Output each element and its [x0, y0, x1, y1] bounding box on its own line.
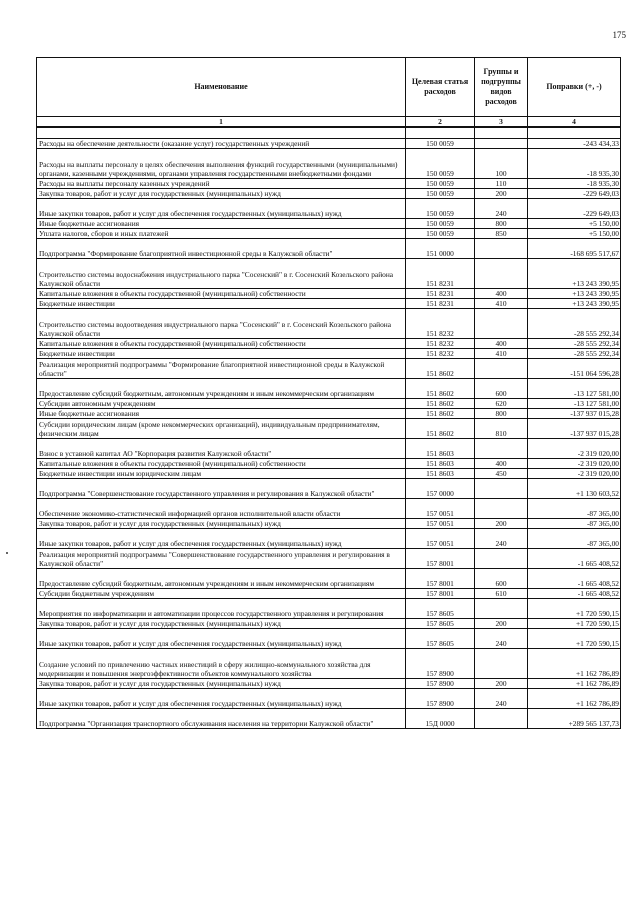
row-code: 151 8231: [406, 299, 475, 309]
row-amount: -229 649,03: [528, 189, 621, 199]
table-row: [37, 139, 621, 149]
row-group: 240: [475, 689, 528, 709]
table-row: [37, 199, 621, 219]
row-name: Строительство системы водоснабжения индустриального парка "Сосенский" в г. Сосенский Козельского района Калужской области: [37, 259, 406, 289]
table-row: [37, 239, 621, 259]
table-row: [37, 529, 621, 549]
row-name: Иные закупки товаров, работ и услуг для обеспечения государственных (муниципальных) нужд: [37, 689, 406, 709]
row-amount: -18 935,30: [528, 179, 621, 189]
header-name: Наименование: [37, 58, 406, 117]
row-group: 600: [475, 569, 528, 589]
row-name: Реализация мероприятий подпрограммы "Совершенствование государственного управления и регулирования в Калужской области": [37, 549, 406, 569]
table-row: [37, 569, 621, 589]
row-name: Иные закупки товаров, работ и услуг для обеспечения государственных (муниципальных) нужд: [37, 629, 406, 649]
table-row: [37, 439, 621, 459]
row-code: 157 8900: [406, 689, 475, 709]
row-code: 150 0059: [406, 139, 475, 149]
row-code: 157 0051: [406, 519, 475, 529]
table-row: [37, 399, 621, 409]
column-number: 1: [37, 117, 406, 128]
row-amount: -168 695 517,67: [528, 239, 621, 259]
table-row: [37, 359, 621, 379]
row-code: 157 8605: [406, 599, 475, 619]
row-group: 400: [475, 459, 528, 469]
row-group: [475, 139, 528, 149]
row-group: [475, 259, 528, 289]
row-group: [475, 309, 528, 339]
row-group: 200: [475, 189, 528, 199]
row-group: 850: [475, 229, 528, 239]
row-group: 810: [475, 419, 528, 439]
row-code: 151 8602: [406, 399, 475, 409]
table-row: [37, 459, 621, 469]
row-code: 157 8001: [406, 549, 475, 569]
row-name: Подпрограмма "Совершенствование государственного управления и регулирования в Калужской области": [37, 479, 406, 499]
page-number: 175: [612, 30, 626, 40]
row-amount: -2 319 020,00: [528, 439, 621, 459]
row-code: 157 8001: [406, 569, 475, 589]
row-amount: +1 720 590,15: [528, 619, 621, 629]
row-name: Субсидии бюджетным учреждениям: [37, 589, 406, 599]
row-amount: -87 365,00: [528, 519, 621, 529]
row-amount: -28 555 292,34: [528, 349, 621, 359]
row-group: 240: [475, 199, 528, 219]
row-amount: -18 935,30: [528, 149, 621, 179]
table-row: [37, 189, 621, 199]
table-row: [37, 219, 621, 229]
row-amount: -87 365,00: [528, 499, 621, 519]
row-code: 157 0000: [406, 479, 475, 499]
column-number-row: [37, 117, 621, 128]
budget-amendments-table: [36, 57, 621, 729]
row-name: Взнос в уставной капитал АО "Корпорация развития Калужской области": [37, 439, 406, 459]
row-name: Подпрограмма "Формирование благоприятной инвестиционной среды в Калужской области": [37, 239, 406, 259]
row-group: 600: [475, 379, 528, 399]
row-group: [475, 499, 528, 519]
table-header-row: [37, 58, 621, 117]
row-name: Закупка товаров, работ и услуг для государственных (муниципальных) нужд: [37, 619, 406, 629]
row-code: 157 0051: [406, 529, 475, 549]
row-name: Иные закупки товаров, работ и услуг для обеспечения государственных (муниципальных) нужд: [37, 199, 406, 219]
table-row: [37, 549, 621, 569]
row-group: 100: [475, 149, 528, 179]
row-name: Бюджетные инвестиции: [37, 349, 406, 359]
table-row: [37, 379, 621, 399]
row-group: [475, 709, 528, 729]
column-number: 2: [406, 117, 475, 128]
row-group: [475, 479, 528, 499]
row-code: 151 8603: [406, 439, 475, 459]
row-name: Мероприятия по информатизации и автоматизации процессов государственного управления и регулирования: [37, 599, 406, 619]
table-row: [37, 469, 621, 479]
row-amount: +1 720 590,15: [528, 629, 621, 649]
row-amount: +1 162 786,89: [528, 689, 621, 709]
table-row: [37, 309, 621, 339]
table-row: [37, 649, 621, 679]
table-row: [37, 709, 621, 729]
row-code: 157 8900: [406, 679, 475, 689]
row-group: 410: [475, 349, 528, 359]
row-code: 150 0059: [406, 149, 475, 179]
row-name: Иные закупки товаров, работ и услуг для обеспечения государственных (муниципальных) нужд: [37, 529, 406, 549]
table-row: [37, 679, 621, 689]
scan-mark: [6, 552, 8, 554]
row-amount: -1 665 408,52: [528, 549, 621, 569]
row-code: 157 8605: [406, 619, 475, 629]
row-group: 410: [475, 299, 528, 309]
table-row: [37, 259, 621, 289]
row-name: Строительство системы водоотведения индустриального парка "Сосенский" в г. Сосенский Козельского района Калужской области: [37, 309, 406, 339]
row-amount: +5 150,00: [528, 219, 621, 229]
row-amount: -2 319 020,00: [528, 469, 621, 479]
row-code: 150 0059: [406, 179, 475, 189]
row-group: 400: [475, 289, 528, 299]
row-amount: -28 555 292,34: [528, 339, 621, 349]
row-name: Обеспечение экономико-статистической информацией органов исполнительной власти области: [37, 499, 406, 519]
row-code: 151 8602: [406, 419, 475, 439]
row-code: 157 8900: [406, 649, 475, 679]
row-name: Капитальные вложения в объекты государственной (муниципальной) собственности: [37, 459, 406, 469]
row-group: [475, 359, 528, 379]
row-code: 151 0000: [406, 239, 475, 259]
row-amount: +1 162 786,89: [528, 679, 621, 689]
row-name: Капитальные вложения в объекты государственной (муниципальной) собственности: [37, 339, 406, 349]
table-row: [37, 479, 621, 499]
table-row: [37, 299, 621, 309]
row-name: Бюджетные инвестиции: [37, 299, 406, 309]
table-row: [37, 599, 621, 619]
row-name: Уплата налогов, сборов и иных платежей: [37, 229, 406, 239]
row-name: Расходы на обеспечение деятельности (оказание услуг) государственных учреждений: [37, 139, 406, 149]
row-name: Иные бюджетные ассигнования: [37, 219, 406, 229]
column-number: 3: [475, 117, 528, 128]
row-code: 150 0059: [406, 189, 475, 199]
row-amount: -28 555 292,34: [528, 309, 621, 339]
table-row: [37, 519, 621, 529]
row-name: Закупка товаров, работ и услуг для государственных (муниципальных) нужд: [37, 679, 406, 689]
row-group: 240: [475, 629, 528, 649]
row-code: 151 8602: [406, 409, 475, 419]
row-group: 110: [475, 179, 528, 189]
row-name: Иные бюджетные ассигнования: [37, 409, 406, 419]
row-code: 150 0059: [406, 199, 475, 219]
row-code: 150 0059: [406, 229, 475, 239]
row-amount: -1 665 408,52: [528, 569, 621, 589]
table-row: [37, 619, 621, 629]
row-code: 151 8232: [406, 309, 475, 339]
row-name: Закупка товаров, работ и услуг для государственных (муниципальных) нужд: [37, 519, 406, 529]
row-group: 620: [475, 399, 528, 409]
table-row: [37, 629, 621, 649]
spacer-row: [37, 127, 621, 139]
row-group: 240: [475, 529, 528, 549]
row-group: 450: [475, 469, 528, 479]
table-row: [37, 349, 621, 359]
row-amount: -243 434,33: [528, 139, 621, 149]
row-amount: +289 565 137,73: [528, 709, 621, 729]
row-name: Расходы на выплаты персоналу казенных учреждений: [37, 179, 406, 189]
row-amount: -229 649,03: [528, 199, 621, 219]
table-row: [37, 179, 621, 189]
row-name: Реализация мероприятий подпрограммы "Формирование благоприятной инвестиционной среды в Калужской области": [37, 359, 406, 379]
row-group: [475, 549, 528, 569]
row-name: Бюджетные инвестиции иным юридическим лицам: [37, 469, 406, 479]
row-name: Капитальные вложения в объекты государственной (муниципальной) собственности: [37, 289, 406, 299]
row-group: 610: [475, 589, 528, 599]
row-amount: -2 319 020,00: [528, 459, 621, 469]
row-amount: +5 150,00: [528, 229, 621, 239]
row-code: 151 8231: [406, 289, 475, 299]
row-amount: -137 937 015,28: [528, 419, 621, 439]
row-code: 151 8232: [406, 349, 475, 359]
row-amount: +1 162 786,89: [528, 649, 621, 679]
row-group: [475, 649, 528, 679]
row-code: 157 8605: [406, 629, 475, 649]
row-name: Предоставление субсидий бюджетным, автономным учреждениям и иным некоммерческим организациям: [37, 379, 406, 399]
row-code: 15Д 0000: [406, 709, 475, 729]
row-group: [475, 239, 528, 259]
row-group: [475, 439, 528, 459]
row-name: Расходы на выплаты персоналу в целях обеспечения выполнения функций государственными (муниципальными) органами, казенными учреждениями, органами управления государственными внебюджетными фондами: [37, 149, 406, 179]
row-group: [475, 599, 528, 619]
table-row: [37, 689, 621, 709]
row-group: 800: [475, 409, 528, 419]
row-group: 400: [475, 339, 528, 349]
row-name: Закупка товаров, работ и услуг для государственных (муниципальных) нужд: [37, 189, 406, 199]
table-row: [37, 339, 621, 349]
row-code: 151 8232: [406, 339, 475, 349]
row-code: 151 8231: [406, 259, 475, 289]
row-code: 157 0051: [406, 499, 475, 519]
row-amount: +13 243 390,95: [528, 259, 621, 289]
column-number: 4: [528, 117, 621, 128]
row-group: 800: [475, 219, 528, 229]
row-amount: -137 937 015,28: [528, 409, 621, 419]
row-amount: -1 665 408,52: [528, 589, 621, 599]
row-amount: -151 064 596,28: [528, 359, 621, 379]
row-code: 151 8602: [406, 379, 475, 399]
row-group: 200: [475, 519, 528, 529]
row-code: 151 8603: [406, 459, 475, 469]
row-amount: +1 720 590,15: [528, 599, 621, 619]
row-name: Подпрограмма "Организация транспортного обслуживания населения на территории Калужской области": [37, 709, 406, 729]
row-name: Предоставление субсидий бюджетным, автономным учреждениям и иным некоммерческим организациям: [37, 569, 406, 589]
row-amount: +13 243 390,95: [528, 299, 621, 309]
table-row: [37, 149, 621, 179]
row-code: 151 8602: [406, 359, 475, 379]
row-amount: +1 130 603,52: [528, 479, 621, 499]
table-row: [37, 419, 621, 439]
header-amount: Поправки (+, -): [528, 58, 621, 117]
row-name: Субсидии автономным учреждениям: [37, 399, 406, 409]
row-amount: -87 365,00: [528, 529, 621, 549]
table-row: [37, 589, 621, 599]
table-row: [37, 229, 621, 239]
row-code: 150 0059: [406, 219, 475, 229]
row-group: 200: [475, 679, 528, 689]
header-group: Группы и подгруппы видов расходов: [475, 58, 528, 117]
table-row: [37, 289, 621, 299]
row-amount: -13 127 581,00: [528, 399, 621, 409]
table-row: [37, 499, 621, 519]
row-name: Субсидии юридическим лицам (кроме некоммерческих организаций), индивидуальным предпринимателям, физическим лицам: [37, 419, 406, 439]
row-amount: +13 243 390,95: [528, 289, 621, 299]
row-code: 157 8001: [406, 589, 475, 599]
row-name: Создание условий по привлечению частных инвестиций в сферу жилищно-коммунального хозяйства для модернизации и повышения энергоэффективности объектов коммунального хозяйства: [37, 649, 406, 679]
table-row: [37, 409, 621, 419]
header-code: Целевая статья расходов: [406, 58, 475, 117]
row-amount: -13 127 581,00: [528, 379, 621, 399]
row-code: 151 8603: [406, 469, 475, 479]
row-group: 200: [475, 619, 528, 629]
